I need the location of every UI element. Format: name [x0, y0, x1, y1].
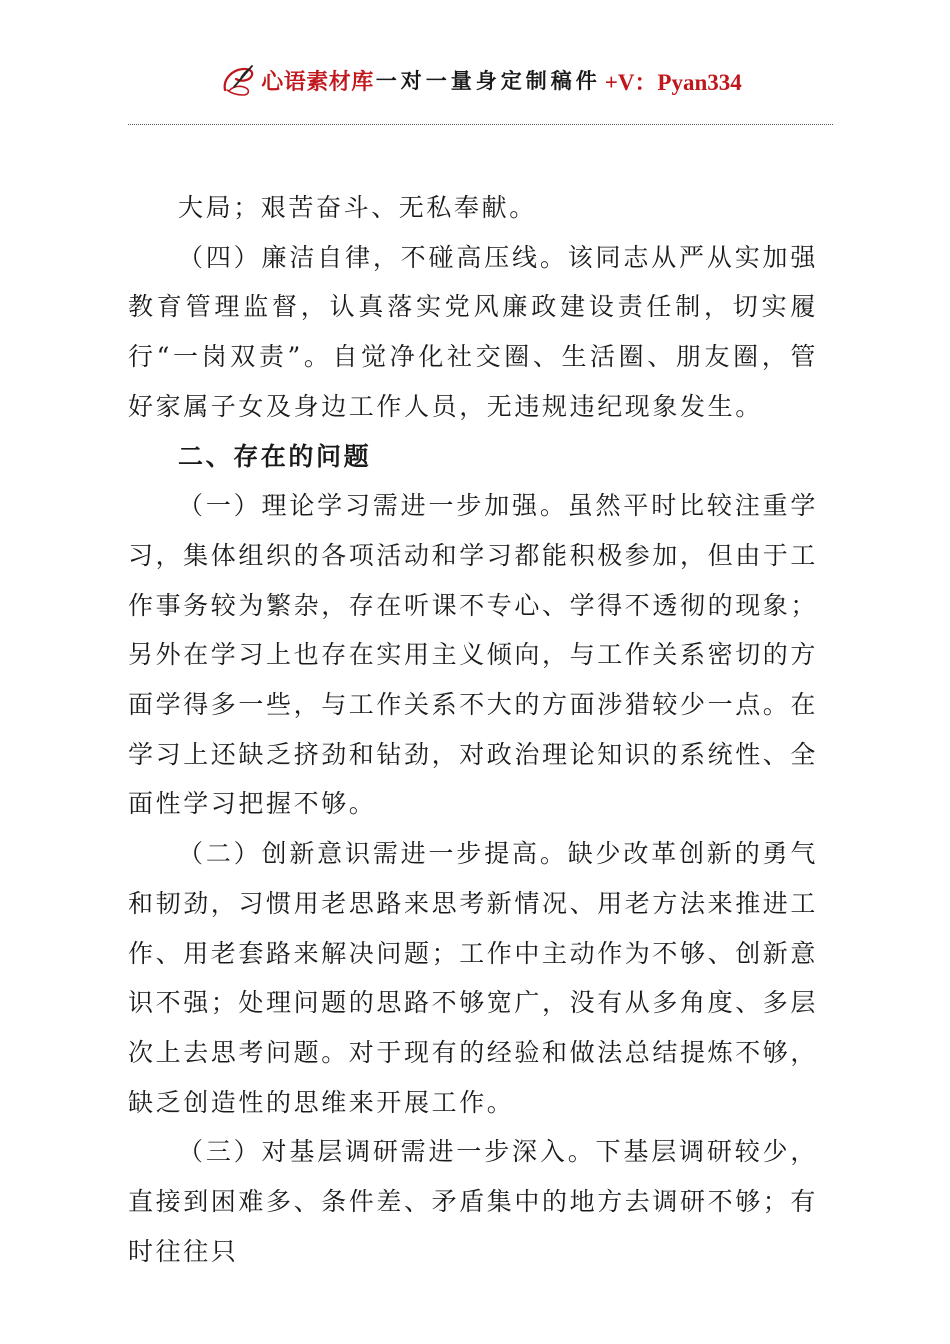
paragraph-innovation: （二）创新意识需进一步提高。缺少改革创新的勇气和韧劲，习惯用老思路来思考新情况、用老方法来推进工作、用老套路来解决问题；工作中主动作为不够、创新意识不强；处理问题的思路不够宽广，没有从多角度、多层次上去思考问题。对于现有的经验和做法总结提炼不够，缺乏创造性的思维来开展工作。 — [128, 839, 819, 1117]
page-header — [128, 58, 833, 102]
header-contact: +V：Pyan334 — [604, 69, 742, 95]
section-heading-problems: 二、存在的问题 — [178, 441, 372, 471]
paragraph-grassroots-research: （三）对基层调研需进一步深入。下基层调研较少，直接到困难多、条件差、矛盾集中的地方去调研不够；有时往往只 — [128, 1137, 819, 1266]
document-body — [128, 183, 818, 1276]
feather-swirl-logo-icon — [219, 60, 259, 100]
brand-name: 心语素材库 — [261, 68, 374, 95]
header-slogan: 一对一量身定制稿件 — [375, 68, 601, 93]
paragraph-theory-study: （一）理论学习需进一步加强。虽然平时比较注重学习，集体组织的各项活动和学习都能积极参加，但由于工作事务较为繁杂，存在听课不专心、学得不透彻的现象；另外在学习上也存在实用主义倾向，与工作关系密切的方面学得多一些，与工作关系不大的方面涉猎较少一点。在学习上还缺乏挤劲和钻劲，对政治理论知识的系统性、全面性学习把握不够。 — [128, 491, 819, 819]
paragraph-integrity: （四）廉洁自律，不碰高压线。该同志从严从实加强教育管理监督，认真落实党风廉政建设责任制，切实履行“一岗双责”。自觉净化社交圈、生活圈、朋友圈，管好家属子女及身边工作人员，无违规违纪现象发生。 — [128, 242, 818, 421]
header-divider — [128, 124, 833, 125]
paragraph-continuation: 大局；艰苦奋斗、无私奉献。 — [178, 193, 537, 222]
